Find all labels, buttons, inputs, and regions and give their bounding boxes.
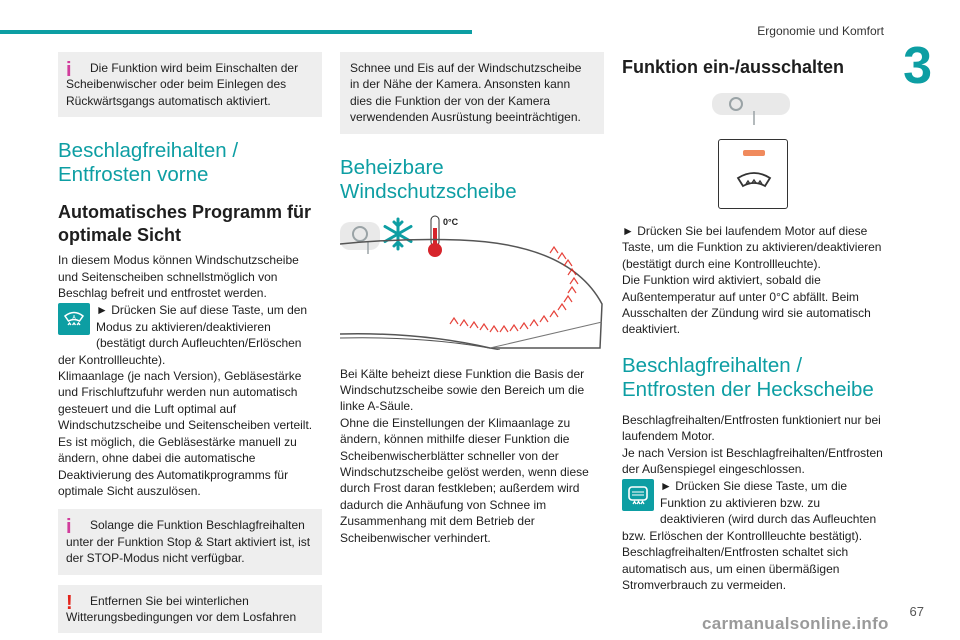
section-title-heated-windscreen: Beheizbare Windschutzscheibe <box>340 155 517 203</box>
paragraph: Ohne die Einstellungen der Klimaanlage zu ändern, können mithilfe dieser Funktion die Scheibenwischerblätter schneller von der Windschutzscheibe gelöst werden, wenn diese durch Frost daran festkleben; außerdem wird dadurch die Anhäufung von Schnee im Zusammenhang mit dem Betrieb der Scheibenwischer verhindert. <box>340 415 589 545</box>
paragraph: Beschlagfreihalten/Entfrosten funktioniert nur bei laufendem Motor. <box>622 412 881 444</box>
warning-note-text: Entfernen Sie bei winterlichen Witterungsbedingungen vor dem Losfahren <box>66 593 297 624</box>
paragraph: Es ist möglich, die Gebläsestärke manuell zu ändern, ohne dabei die automatische Deaktivierung des Automatikprogramms für optimale Sicht auszulösen. <box>58 434 297 498</box>
header-title: Ergonomie und Komfort <box>757 24 884 38</box>
paragraph: Je nach Version ist Beschlagfreihalten/Entfrosten der Außenspiegel eingeschlossen. <box>622 445 883 477</box>
heated-windscreen-illustration <box>340 214 604 350</box>
section-title-front-defrost: Beschlagfreihalten / Entfrosten vorne <box>58 139 239 187</box>
subsection-title-on-off: Funktion ein-/ausschalten <box>622 57 845 77</box>
page-number: 67 <box>909 604 924 619</box>
info-note-text: Solange die Funktion Beschlagfreihalten unter der Funktion Stop & Start aktiviert ist, ist der STOP-Modus nicht verfügbar. <box>66 518 311 566</box>
steering-wheel-location-icon <box>712 93 792 121</box>
heated-windscreen-button-icon <box>718 139 788 209</box>
warning-icon: ! <box>66 591 73 614</box>
column-1 <box>58 52 322 633</box>
windscreen-graphic <box>340 214 604 350</box>
subsection-title-auto-program: Automatisches Programm für optimale Sicht <box>58 202 312 246</box>
paragraph: Bei Kälte beheizt diese Funktion die Basis der Windschutzscheibe sowie den Bereich um die linke A-Säule. <box>340 366 585 414</box>
paragraph: ► Drücken Sie diese Taste, um die Funktion zu aktivieren bzw. zu deaktivieren (wird durch das Aufleuchten bzw. Erlöschen der Kontrollleuchte bestätigt). <box>622 479 877 543</box>
info-icon: i <box>66 59 72 81</box>
column-2 <box>340 52 604 546</box>
warning-note-text: Schnee und Eis auf der Windschutzscheibe in der Nähe der Kamera. Ansonsten kann dies die Funktion der von der Kamera verwendenden Ausrüstung beeinträchtigen. <box>350 61 582 125</box>
column-3 <box>622 52 888 593</box>
chapter-number: 3 <box>903 37 932 95</box>
watermark: carmanualsonline.info <box>702 614 889 633</box>
paragraph: Die Funktion wird aktiviert, sobald die Außentemperatur auf unter 0°C abfällt. Beim Ausschalten der Zündung wird sie automatisch deaktiviert. <box>622 273 871 337</box>
warning-note-continued <box>340 52 604 134</box>
header-bar <box>0 30 472 34</box>
rear-defrost-button-icon <box>622 479 654 511</box>
paragraph: Beschlagfreihalten/Entfrosten schaltet sich automatisch aus, um einen übermäßigen Stromverbrauch zu vermeiden. <box>622 545 849 592</box>
visibility-button-icon <box>58 303 90 335</box>
paragraph: ► Drücken Sie auf diese Taste, um den Modus zu aktivieren/deaktivieren (bestätigt durch Aufleuchten/Erlöschen der Kontrollleuchte). <box>58 303 308 367</box>
paragraph: In diesem Modus können Windschutzscheibe und Seitenscheiben schnellstmöglich von Beschlag befreit und entfrostet werden. <box>58 253 299 301</box>
paragraph: ► Drücken Sie bei laufendem Motor auf diese Taste, um die Funktion zu aktivieren/deaktivieren (bestätigt durch eine Kontrollleuchte). <box>622 224 882 271</box>
svg-text:A: A <box>72 315 76 322</box>
paragraph: Klimaanlage (je nach Version), Gebläsestärke und Frischluftzufuhr werden nun automatisch gesteuert und die Luft optimal auf Windschutzscheibe und Seitenscheiben verteilt. <box>58 369 313 433</box>
warning-note <box>58 585 322 634</box>
indicator-light <box>743 150 765 156</box>
info-note <box>58 52 322 117</box>
section-title-rear-defrost: Beschlagfreihalten / Entfrosten der Heckscheibe <box>622 353 874 401</box>
info-note <box>58 509 322 574</box>
info-note-text: Die Funktion wird beim Einschalten der Scheibenwischer oder beim Einlegen des Rückwärtsgangs automatisch aktiviert. <box>66 61 299 108</box>
temperature-label: 0°C <box>443 216 459 227</box>
info-icon: i <box>66 516 72 539</box>
